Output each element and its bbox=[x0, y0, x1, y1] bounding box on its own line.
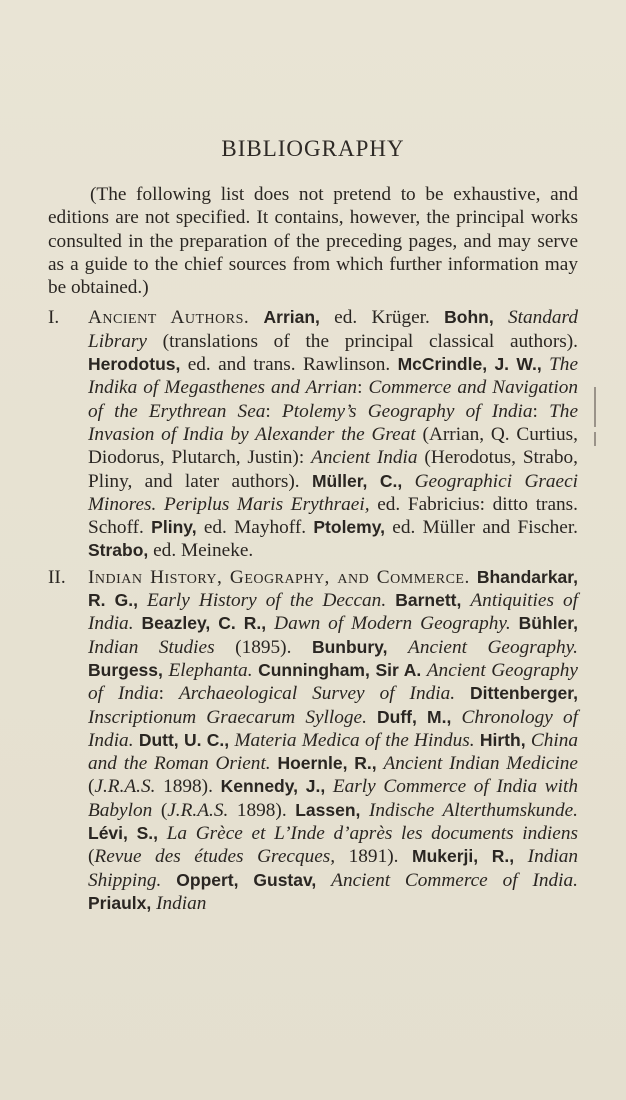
entry-author: Pliny, bbox=[151, 517, 197, 538]
entry-text: (1895). bbox=[214, 636, 312, 658]
entry-author: Lassen, bbox=[295, 799, 361, 820]
entry-text bbox=[360, 800, 369, 821]
bibliography-entry bbox=[88, 893, 206, 914]
entry-title: Ancient Indian Medicine bbox=[383, 753, 578, 775]
entry-text bbox=[542, 354, 549, 375]
entry-text: ( bbox=[88, 846, 95, 868]
entry-text: ed. Mayhoff. bbox=[196, 517, 314, 539]
entry-title: Early History of the Deccan. bbox=[147, 590, 387, 612]
entry-author: Dittenberger, bbox=[470, 683, 578, 704]
entry-author: Cunningham, Sir A. bbox=[258, 659, 422, 680]
bibliography-entry bbox=[176, 870, 578, 891]
entry-author: Bhandarkar, R. G., bbox=[88, 566, 578, 611]
entry-text bbox=[266, 613, 274, 634]
entry-text: ed. and trans. Rawlinson. bbox=[180, 354, 398, 376]
entry-title: Indian Shipping. bbox=[88, 846, 578, 891]
entry-text bbox=[470, 567, 477, 588]
entry-text: (Herodotus, Strabo, Pliny, and later authors). bbox=[88, 447, 578, 492]
section-body bbox=[88, 566, 578, 915]
bibliography-entry bbox=[313, 517, 578, 538]
entry-text bbox=[451, 707, 461, 728]
entry-title: Inscriptionum Graecarum Sylloge. bbox=[88, 706, 367, 728]
entry-text: ( bbox=[152, 799, 168, 821]
entry-title: Ancient India bbox=[311, 447, 418, 469]
entry-title: Antiquities of India. bbox=[88, 590, 579, 635]
entry-author: Ptolemy, bbox=[313, 517, 386, 538]
entry-text: ed. Müller and Fischer. bbox=[385, 517, 579, 539]
entry-text: : bbox=[532, 400, 550, 422]
entry-text bbox=[158, 823, 167, 844]
entry-text bbox=[249, 307, 263, 328]
section-indian-history bbox=[48, 566, 578, 915]
entry-title: Indische Alterthumskunde. bbox=[368, 799, 578, 821]
entry-text bbox=[386, 590, 395, 611]
section-entries bbox=[88, 307, 578, 561]
entry-author: Duff, M., bbox=[377, 706, 452, 727]
pencil-margin-mark bbox=[594, 432, 596, 446]
entry-title: Early Commerce of India with Babylon bbox=[88, 776, 579, 821]
entry-title: Materia Medica of the Hindus. bbox=[234, 729, 475, 751]
bibliography-entry bbox=[139, 730, 480, 751]
entry-title: Ptolemy’s Geography of India bbox=[281, 400, 533, 422]
entry-author: Bunbury, bbox=[311, 636, 388, 657]
entry-text bbox=[134, 613, 142, 634]
entry-text: 1898). bbox=[228, 799, 296, 821]
entry-text bbox=[494, 307, 508, 328]
entry-author: Barnett, bbox=[395, 590, 462, 611]
entry-author: Bohn, bbox=[444, 307, 494, 328]
entry-text: ( bbox=[88, 776, 95, 798]
bibliography-entry bbox=[151, 517, 313, 538]
entry-text bbox=[316, 870, 331, 891]
entry-author: Arrian, bbox=[263, 307, 320, 328]
bibliography-entry bbox=[295, 800, 578, 821]
entry-title: Ancient Geography. bbox=[408, 636, 578, 658]
entry-author: Lévi, S., bbox=[88, 823, 158, 844]
entry-title: The Indika of Megasthenes and Arrian bbox=[88, 354, 578, 399]
intro-paragraph: (The following list does not pretend to be exhaustive, and editions are not specified. It contains, however, the principal works consulted in the preparation of the preceding pages, and may serve as a guide to the chief sources from which further information may be obtained.) bbox=[48, 184, 578, 299]
entry-text: (Arrian, Q. Curtius, Diodorus, Plutarch, Justin): bbox=[88, 423, 578, 469]
section-heading: Indian History, Geography, and Commerce. bbox=[88, 566, 470, 588]
entry-author: Strabo, bbox=[88, 540, 149, 561]
entry-text bbox=[402, 471, 414, 492]
entry-title: J.R.A.S. bbox=[94, 776, 156, 798]
entry-title: Chronology of India. bbox=[88, 706, 578, 751]
entry-text bbox=[511, 613, 519, 634]
section-number: II. bbox=[48, 566, 66, 588]
entry-text: ed. Krüger. bbox=[319, 307, 445, 329]
entry-author: Priaulx, bbox=[88, 892, 152, 913]
entry-text bbox=[325, 776, 333, 797]
entry-text: (translations of the principal classical authors). bbox=[146, 330, 578, 352]
entry-title: Standard Library bbox=[88, 307, 578, 352]
entry-author: Oppert, Gustav, bbox=[176, 869, 317, 890]
entry-title: China and the Roman Orient. bbox=[88, 729, 578, 775]
bibliography-entry bbox=[142, 613, 519, 634]
entry-author: Kennedy, J., bbox=[220, 776, 326, 797]
entry-title: The Invasion of India by Alexander the Great bbox=[88, 400, 578, 445]
entry-author: Bühler, bbox=[518, 613, 578, 634]
entry-text bbox=[138, 590, 147, 611]
entry-title: Archaeological Survey of India. bbox=[179, 683, 456, 705]
pencil-margin-mark bbox=[594, 387, 596, 427]
entry-text bbox=[455, 683, 470, 704]
section-ancient-authors bbox=[48, 306, 578, 562]
entry-text: : bbox=[265, 400, 282, 422]
page-title: BIBLIOGRAPHY bbox=[221, 136, 405, 161]
entry-text bbox=[514, 846, 528, 867]
entry-text bbox=[387, 637, 408, 658]
entry-title: Elephanta. bbox=[168, 659, 253, 681]
bibliography-entry bbox=[312, 637, 578, 658]
entry-title: Indian bbox=[156, 892, 207, 914]
entry-text: ed. Meineke. bbox=[148, 540, 254, 562]
section-body bbox=[88, 306, 578, 562]
entry-author: Mukerji, R., bbox=[412, 846, 515, 867]
entry-title: Dawn of Modern Geography. bbox=[274, 613, 511, 635]
bibliography-content bbox=[48, 183, 578, 918]
bibliography-entry bbox=[88, 540, 253, 561]
entry-title: Indian Studies bbox=[88, 636, 215, 658]
entry-author: Müller, C., bbox=[311, 470, 403, 491]
section-heading: Ancient Authors. bbox=[88, 307, 250, 329]
entry-author: Dutt, U. C., bbox=[138, 729, 230, 750]
entry-text: : bbox=[158, 683, 180, 705]
entry-author: Herodotus, bbox=[88, 354, 181, 375]
entry-text: 1891). bbox=[335, 846, 413, 868]
bibliography-entry bbox=[88, 354, 398, 375]
entry-text: 1898). bbox=[155, 776, 221, 798]
entry-author: Burgess, bbox=[88, 659, 163, 680]
section-number: I. bbox=[48, 307, 60, 329]
entry-title: La Grèce et L’Inde d’après les documents indiens bbox=[166, 823, 578, 845]
entry-author: McCrindle, J. W., bbox=[397, 354, 542, 375]
entry-text bbox=[367, 707, 377, 728]
entry-title: Ancient Commerce of India. bbox=[331, 869, 578, 891]
entry-title: Geographici Graeci Minores. Periplus Maris Erythraei, bbox=[88, 470, 579, 515]
entry-text: ed. Fabricius: ditto trans. Schoff. bbox=[88, 493, 578, 539]
entry-text: : bbox=[357, 377, 369, 399]
entry-author: Hoernle, R., bbox=[277, 753, 377, 774]
entry-author: Beazley, C. R., bbox=[141, 613, 267, 634]
entry-text bbox=[161, 870, 176, 891]
bibliography-entry bbox=[88, 660, 258, 681]
entry-title: J.R.A.S. bbox=[167, 799, 229, 821]
entry-author: Hirth, bbox=[479, 729, 526, 750]
section-entries bbox=[88, 567, 578, 914]
entry-title: Ancient Geography of India bbox=[88, 659, 578, 705]
entry-title: Commerce and Navigation of the Erythrean Sea bbox=[88, 377, 578, 422]
entry-title: Revue des études Grecques, bbox=[94, 846, 336, 868]
